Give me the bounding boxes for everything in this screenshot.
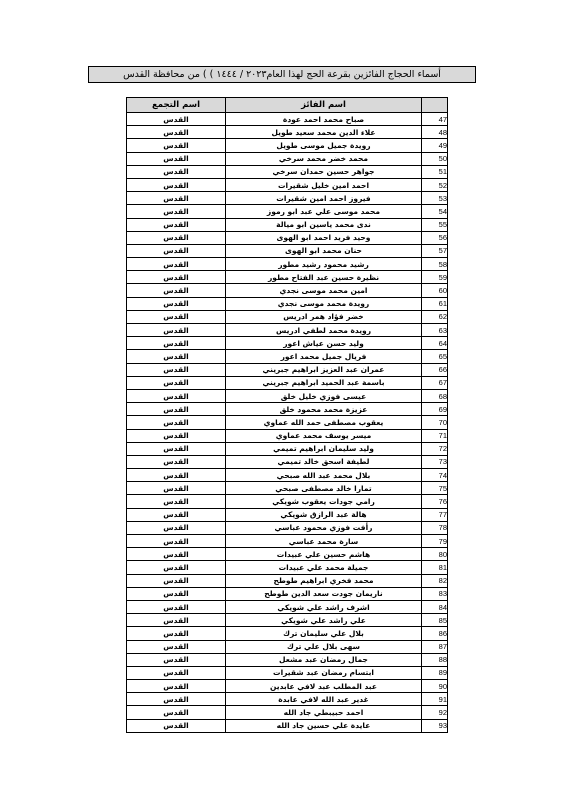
row-name: اشرف راشد علي شويكي xyxy=(226,600,422,613)
row-location: القدس xyxy=(127,244,226,257)
table-row xyxy=(127,165,448,178)
row-location: القدس xyxy=(127,548,226,561)
row-number: 93 xyxy=(422,719,448,732)
row-location: القدس xyxy=(127,231,226,244)
row-name: رأفت فوزي محمود عباسي xyxy=(226,521,422,534)
row-name: باسمة عبد الحميد ابراهيم جبريني xyxy=(226,376,422,389)
row-name: فيروز احمد امين شقيرات xyxy=(226,192,422,205)
table-row xyxy=(127,310,448,323)
table-row xyxy=(127,284,448,297)
row-location: القدس xyxy=(127,455,226,468)
row-location: القدس xyxy=(127,693,226,706)
row-name: محمد موسى علي عبد ابو رموز xyxy=(226,205,422,218)
row-name: غدير عبد الله لافي عابدة xyxy=(226,693,422,706)
table-row xyxy=(127,297,448,310)
table-row xyxy=(127,614,448,627)
table-row xyxy=(127,482,448,495)
row-name: عيسى فوزي خليل خلق xyxy=(226,389,422,402)
row-number: 47 xyxy=(422,113,448,126)
row-name: امين محمد موسى نجدي xyxy=(226,284,422,297)
row-location: القدس xyxy=(127,376,226,389)
row-location: القدس xyxy=(127,324,226,337)
table-header-row xyxy=(127,98,448,113)
row-number: 49 xyxy=(422,139,448,152)
row-location: القدس xyxy=(127,653,226,666)
row-number: 72 xyxy=(422,442,448,455)
row-number: 68 xyxy=(422,389,448,402)
table-row xyxy=(127,666,448,679)
row-number: 76 xyxy=(422,495,448,508)
row-location: القدس xyxy=(127,113,226,126)
header-location: اسم التجمع xyxy=(127,98,226,113)
row-location: القدس xyxy=(127,258,226,271)
row-number: 80 xyxy=(422,548,448,561)
row-name: وحيد فريد احمد ابو الهوى xyxy=(226,231,422,244)
row-number: 79 xyxy=(422,535,448,548)
table-row xyxy=(127,429,448,442)
row-number: 65 xyxy=(422,350,448,363)
row-number: 56 xyxy=(422,231,448,244)
table-row xyxy=(127,218,448,231)
row-number: 61 xyxy=(422,297,448,310)
table-row xyxy=(127,113,448,126)
row-name: ميسر يوسف محمد عماوي xyxy=(226,429,422,442)
row-location: القدس xyxy=(127,627,226,640)
row-number: 50 xyxy=(422,152,448,165)
row-name: رويدة محمد موسى نجدي xyxy=(226,297,422,310)
row-name: جميلة محمد علي عبيدات xyxy=(226,561,422,574)
row-location: القدس xyxy=(127,600,226,613)
table-row xyxy=(127,521,448,534)
row-location: القدس xyxy=(127,508,226,521)
row-number: 59 xyxy=(422,271,448,284)
table-row xyxy=(127,600,448,613)
row-name: سارة محمد عباسي xyxy=(226,535,422,548)
row-number: 82 xyxy=(422,574,448,587)
table-row xyxy=(127,350,448,363)
row-number: 71 xyxy=(422,429,448,442)
row-name: ناريمان جودت سعد الدين طوطح xyxy=(226,587,422,600)
table-row xyxy=(127,574,448,587)
row-location: القدس xyxy=(127,192,226,205)
row-number: 66 xyxy=(422,363,448,376)
row-name: رويدة جميل موسى طويل xyxy=(226,139,422,152)
table-row xyxy=(127,719,448,732)
table-row xyxy=(127,337,448,350)
row-location: القدس xyxy=(127,363,226,376)
row-name: حنان محمد ابو الهوى xyxy=(226,244,422,257)
table-row xyxy=(127,363,448,376)
row-location: القدس xyxy=(127,284,226,297)
row-number: 52 xyxy=(422,178,448,191)
row-number: 67 xyxy=(422,376,448,389)
row-name: هاشم حسين علي عبيدات xyxy=(226,548,422,561)
row-number: 92 xyxy=(422,706,448,719)
row-location: القدس xyxy=(127,442,226,455)
row-name: وليد حسن عياش اعور xyxy=(226,337,422,350)
row-location: القدس xyxy=(127,165,226,178)
row-location: القدس xyxy=(127,495,226,508)
row-location: القدس xyxy=(127,297,226,310)
table-row xyxy=(127,324,448,337)
row-name: علاء الدين محمد سعيد طويل xyxy=(226,126,422,139)
row-number: 75 xyxy=(422,482,448,495)
row-number: 60 xyxy=(422,284,448,297)
table-row xyxy=(127,139,448,152)
row-number: 90 xyxy=(422,680,448,693)
row-number: 73 xyxy=(422,455,448,468)
row-name: رشيد محمود رشيد مطور xyxy=(226,258,422,271)
table-row xyxy=(127,231,448,244)
table-row xyxy=(127,205,448,218)
winners-table xyxy=(126,97,448,733)
row-name: ندى محمد ياسين ابو ميالة xyxy=(226,218,422,231)
header-name: اسم الفائز xyxy=(226,98,422,113)
row-name: جواهر حسين حمدان سرخي xyxy=(226,165,422,178)
table-row xyxy=(127,442,448,455)
table-row xyxy=(127,178,448,191)
row-number: 54 xyxy=(422,205,448,218)
row-number: 88 xyxy=(422,653,448,666)
table-row xyxy=(127,640,448,653)
row-name: لطيفة اسحق خالد تميمي xyxy=(226,455,422,468)
document-title: أسماء الحجاج الفائزين بقرعة الحج لهذا العام٢٠٢٣ / ١٤٤٤ ) ) من محافظة القدس xyxy=(88,66,476,83)
table-row xyxy=(127,495,448,508)
row-name: احمد حبيبطي جاد الله xyxy=(226,706,422,719)
row-number: 84 xyxy=(422,600,448,613)
row-location: القدس xyxy=(127,139,226,152)
row-location: القدس xyxy=(127,205,226,218)
row-location: القدس xyxy=(127,178,226,191)
row-number: 48 xyxy=(422,126,448,139)
row-name: جمال رمضان عبد مشعل xyxy=(226,653,422,666)
row-location: القدس xyxy=(127,310,226,323)
row-name: علي راشد علي شويكي xyxy=(226,614,422,627)
row-name: يعقوب مصطفى حمد الله عماوي xyxy=(226,416,422,429)
row-location: القدس xyxy=(127,218,226,231)
table-row xyxy=(127,455,448,468)
row-number: 55 xyxy=(422,218,448,231)
row-number: 63 xyxy=(422,324,448,337)
row-name: ابتسام رمضان عبد شقيرات xyxy=(226,666,422,679)
row-location: القدس xyxy=(127,614,226,627)
row-number: 91 xyxy=(422,693,448,706)
row-name: عمران عبد العزيز ابراهيم جبريني xyxy=(226,363,422,376)
table-row xyxy=(127,653,448,666)
row-location: القدس xyxy=(127,350,226,363)
row-number: 85 xyxy=(422,614,448,627)
row-number: 89 xyxy=(422,666,448,679)
row-location: القدس xyxy=(127,587,226,600)
row-number: 81 xyxy=(422,561,448,574)
row-location: القدس xyxy=(127,389,226,402)
row-location: القدس xyxy=(127,640,226,653)
row-number: 57 xyxy=(422,244,448,257)
row-name: هالة عبد الرازق شويكي xyxy=(226,508,422,521)
row-name: عبد المطلب عبد لافي عابدين xyxy=(226,680,422,693)
row-name: بلال محمد عبد الله صبحي xyxy=(226,469,422,482)
row-number: 86 xyxy=(422,627,448,640)
table-row xyxy=(127,258,448,271)
row-name: رويدة محمد لطفي ادريس xyxy=(226,324,422,337)
row-name: رامي جودات يعقوب شويكي xyxy=(226,495,422,508)
row-name: وليد سليمان ابراهيم تميمي xyxy=(226,442,422,455)
row-location: القدس xyxy=(127,574,226,587)
row-name: احمد امين خليل شقيرات xyxy=(226,178,422,191)
table-row xyxy=(127,706,448,719)
row-number: 70 xyxy=(422,416,448,429)
table-row xyxy=(127,126,448,139)
row-name: محمد فخري ابراهيم طوطح xyxy=(226,574,422,587)
table-row xyxy=(127,192,448,205)
table-row xyxy=(127,680,448,693)
row-location: القدس xyxy=(127,666,226,679)
row-number: 87 xyxy=(422,640,448,653)
table-row xyxy=(127,469,448,482)
row-location: القدس xyxy=(127,337,226,350)
row-location: القدس xyxy=(127,126,226,139)
row-number: 83 xyxy=(422,587,448,600)
table-row xyxy=(127,244,448,257)
table-row xyxy=(127,271,448,284)
row-name: عزيزة محمد محمود خلق xyxy=(226,403,422,416)
row-location: القدس xyxy=(127,482,226,495)
row-number: 77 xyxy=(422,508,448,521)
row-name: محمد خضر محمد سرخي xyxy=(226,152,422,165)
row-location: القدس xyxy=(127,535,226,548)
table-row xyxy=(127,535,448,548)
row-location: القدس xyxy=(127,706,226,719)
row-number: 58 xyxy=(422,258,448,271)
row-name: خضر فؤاد همر ادريس xyxy=(226,310,422,323)
row-location: القدس xyxy=(127,152,226,165)
row-number: 78 xyxy=(422,521,448,534)
header-number xyxy=(422,98,448,113)
row-location: القدس xyxy=(127,429,226,442)
row-number: 74 xyxy=(422,469,448,482)
table-row xyxy=(127,376,448,389)
row-number: 62 xyxy=(422,310,448,323)
table-row xyxy=(127,587,448,600)
row-location: القدس xyxy=(127,403,226,416)
table-row xyxy=(127,561,448,574)
table-row xyxy=(127,627,448,640)
row-location: القدس xyxy=(127,680,226,693)
row-location: القدس xyxy=(127,271,226,284)
row-number: 69 xyxy=(422,403,448,416)
row-name: بلال علي سليمان ترك xyxy=(226,627,422,640)
table-row xyxy=(127,508,448,521)
table-row xyxy=(127,548,448,561)
row-name: عايدة علي حسين جاد الله xyxy=(226,719,422,732)
row-name: نظيرة حسين عبد الفتاح مطور xyxy=(226,271,422,284)
table-row xyxy=(127,152,448,165)
row-location: القدس xyxy=(127,416,226,429)
row-location: القدس xyxy=(127,719,226,732)
row-location: القدس xyxy=(127,469,226,482)
row-name: صباح محمد احمد عودة xyxy=(226,113,422,126)
row-number: 53 xyxy=(422,192,448,205)
row-name: فريال جميل محمد اعور xyxy=(226,350,422,363)
row-location: القدس xyxy=(127,521,226,534)
table-row xyxy=(127,403,448,416)
table-row xyxy=(127,693,448,706)
row-number: 51 xyxy=(422,165,448,178)
row-name: سهى بلال علي ترك xyxy=(226,640,422,653)
row-number: 64 xyxy=(422,337,448,350)
row-location: القدس xyxy=(127,561,226,574)
table-row xyxy=(127,389,448,402)
row-name: تمارا خالد مصطفى صبحي xyxy=(226,482,422,495)
table-row xyxy=(127,416,448,429)
